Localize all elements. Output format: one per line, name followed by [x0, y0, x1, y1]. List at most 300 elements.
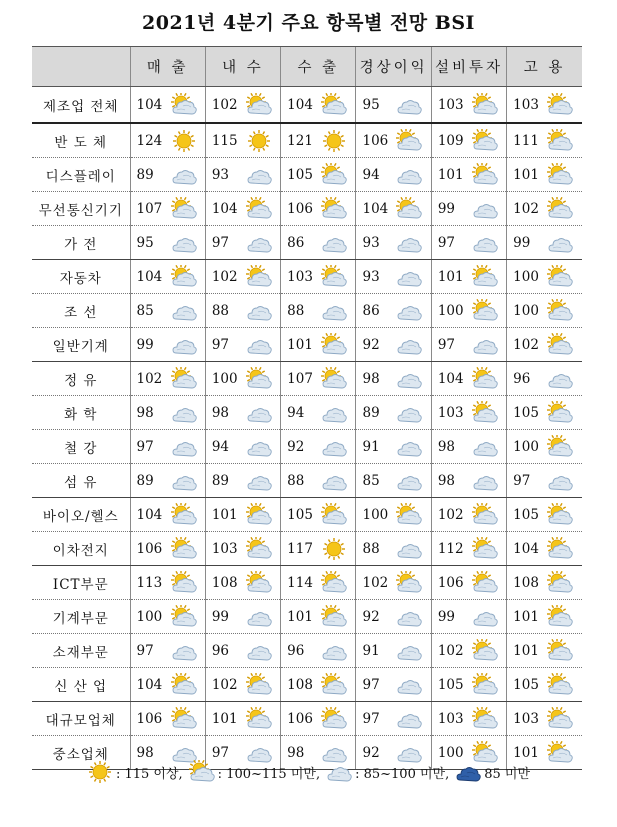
- bsi-value: 97: [211, 336, 230, 353]
- bsi-value: 102: [211, 268, 238, 285]
- metric-cell: [356, 260, 431, 294]
- row-label: 정 유: [32, 362, 130, 396]
- bsi-value: 98: [437, 438, 455, 455]
- bsi-value: 96: [211, 642, 230, 659]
- metric-cell: [281, 158, 356, 192]
- row-label: 일반기계: [32, 328, 130, 362]
- bsi-value: 102: [437, 642, 464, 659]
- cloud-icon: [472, 197, 498, 221]
- row-label: 반 도 체: [32, 123, 130, 158]
- bsi-value: 105: [513, 506, 539, 523]
- cloudy-sun-icon: [396, 503, 422, 527]
- cloud-icon: [396, 435, 422, 459]
- bsi-value: 101: [287, 336, 313, 353]
- metric-cell: [205, 362, 280, 396]
- metric-cell: [431, 702, 506, 736]
- metric-cell: [507, 158, 582, 192]
- bsi-value: 105: [513, 676, 539, 693]
- metric-cell: [507, 668, 582, 702]
- table-row: [32, 668, 582, 702]
- bsi-value: 103: [437, 710, 464, 727]
- cloudy-sun-icon: [246, 265, 272, 289]
- bsi-value: 111: [513, 132, 539, 149]
- cloud-icon: [396, 469, 422, 493]
- metric-cell: [356, 192, 431, 226]
- bsi-value: 104: [136, 676, 163, 693]
- metric-cell: [431, 498, 506, 532]
- metric-cell: [431, 430, 506, 464]
- bsi-value: 97: [211, 744, 230, 761]
- metric-cell: [507, 634, 582, 668]
- table-row: [32, 87, 582, 124]
- cloud-icon: [246, 605, 272, 629]
- metric-cell: [356, 396, 431, 430]
- cloudy-sun-icon: [246, 707, 272, 731]
- metric-cell: [431, 362, 506, 396]
- bsi-value: 101: [513, 166, 539, 183]
- bsi-value: 97: [136, 642, 154, 659]
- legend-item: [87, 760, 183, 784]
- cloudy-sun-icon: [171, 265, 197, 289]
- bsi-value: 88: [211, 302, 230, 319]
- cloudy-sun-icon: [321, 605, 347, 629]
- cloud-icon: [246, 435, 272, 459]
- table-row: [32, 158, 582, 192]
- bsi-value: 97: [513, 472, 531, 489]
- cloud-icon: [171, 639, 197, 663]
- bsi-value: 106: [136, 710, 163, 727]
- legend-text: 85 미만: [484, 766, 531, 782]
- metric-cell: [281, 464, 356, 498]
- cloud-icon: [246, 401, 272, 425]
- metric-cell: [130, 498, 205, 532]
- bsi-value: 112: [437, 540, 464, 557]
- bsi-value: 105: [437, 676, 464, 693]
- metric-cell: [281, 702, 356, 736]
- cloudy-sun-icon: [547, 503, 573, 527]
- cloudy-sun-icon: [321, 93, 347, 117]
- bsi-value: 96: [287, 642, 305, 659]
- cloud-icon: [171, 163, 197, 187]
- metric-cell: [205, 328, 280, 362]
- cloud-icon: [321, 435, 347, 459]
- cloud-icon: [321, 401, 347, 425]
- cloudy-sun-icon: [321, 333, 347, 357]
- bsi-value: 114: [287, 574, 313, 591]
- bsi-value: 103: [437, 404, 464, 421]
- bsi-value: 104: [513, 540, 539, 557]
- bsi-value: 103: [287, 268, 313, 285]
- bsi-value: 106: [287, 710, 313, 727]
- cloudy-sun-icon: [321, 673, 347, 697]
- row-label: 바이오/헬스: [32, 498, 130, 532]
- sun-icon: [87, 760, 113, 784]
- legend-text: : 85~100 미만,: [355, 766, 450, 782]
- cloudy-sun-icon: [547, 707, 573, 731]
- bsi-value: 98: [136, 404, 154, 421]
- cloudy-sun-icon: [321, 197, 347, 221]
- metric-cell: [356, 294, 431, 328]
- cloudy-sun-icon: [547, 639, 573, 663]
- metric-cell: [431, 464, 506, 498]
- bsi-value: 103: [513, 710, 539, 727]
- cloud-icon: [246, 231, 272, 255]
- row-label: 자동차: [32, 260, 130, 294]
- bsi-value: 99: [513, 234, 531, 251]
- metric-cell: [205, 532, 280, 566]
- header-sales: 매 출: [130, 47, 205, 87]
- cloudy-sun-icon: [547, 163, 573, 187]
- metric-cell: [507, 464, 582, 498]
- bsi-value: 91: [362, 642, 380, 659]
- metric-cell: [431, 158, 506, 192]
- legend-text: : 100~115 미만,: [217, 766, 321, 782]
- legend-item: [189, 760, 320, 784]
- bsi-value: 115: [211, 132, 238, 149]
- legend-text: : 115 이상,: [115, 766, 183, 782]
- metric-cell: [356, 87, 431, 124]
- cloudy-sun-icon: [246, 673, 272, 697]
- bsi-value: 98: [287, 744, 305, 761]
- cloud-icon: [171, 469, 197, 493]
- table-row: [32, 123, 582, 158]
- metric-cell: [507, 294, 582, 328]
- metric-cell: [507, 192, 582, 226]
- bsi-value: 101: [211, 506, 238, 523]
- bsi-value: 88: [287, 302, 305, 319]
- bsi-value: 102: [211, 676, 238, 693]
- table-row: [32, 702, 582, 736]
- metric-cell: [130, 600, 205, 634]
- bsi-value: 86: [362, 302, 380, 319]
- metric-cell: [507, 226, 582, 260]
- cloudy-sun-icon: [246, 503, 272, 527]
- bsi-value: 108: [513, 574, 539, 591]
- cloudy-sun-icon: [321, 265, 347, 289]
- bsi-value: 89: [136, 166, 154, 183]
- metric-cell: [507, 260, 582, 294]
- metric-cell: [130, 87, 205, 124]
- metric-cell: [205, 192, 280, 226]
- metric-cell: [431, 260, 506, 294]
- bsi-value: 102: [437, 506, 464, 523]
- metric-cell: [356, 123, 431, 158]
- cloudy-sun-icon: [171, 571, 197, 595]
- metric-cell: [431, 294, 506, 328]
- metric-cell: [205, 158, 280, 192]
- cloudy-sun-icon: [171, 367, 197, 391]
- bsi-value: 88: [362, 540, 380, 557]
- metric-cell: [507, 123, 582, 158]
- bsi-value: 99: [136, 336, 154, 353]
- metric-cell: [205, 226, 280, 260]
- cloud-icon: [321, 231, 347, 255]
- cloudy-sun-icon: [472, 503, 498, 527]
- cloud-icon: [472, 435, 498, 459]
- cloudy-sun-icon: [396, 129, 422, 153]
- bsi-value: 97: [362, 676, 380, 693]
- table-row: [32, 498, 582, 532]
- metric-cell: [130, 294, 205, 328]
- bsi-value: 94: [362, 166, 380, 183]
- cloudy-sun-icon: [321, 707, 347, 731]
- metric-cell: [205, 668, 280, 702]
- bsi-value: 100: [513, 268, 539, 285]
- table-row: [32, 396, 582, 430]
- bsi-value: 107: [287, 370, 313, 387]
- cloudy-sun-icon: [547, 129, 573, 153]
- table-row: [32, 294, 582, 328]
- metric-cell: [431, 532, 506, 566]
- row-label: 중소업체: [32, 736, 130, 770]
- cloudy-sun-icon: [246, 537, 272, 561]
- bsi-value: 105: [513, 404, 539, 421]
- cloudy-sun-icon: [472, 571, 498, 595]
- cloud-icon: [246, 299, 272, 323]
- cloudy-sun-icon: [246, 367, 272, 391]
- table-body: [32, 87, 582, 770]
- metric-cell: [281, 123, 356, 158]
- row-label: 대규모업체: [32, 702, 130, 736]
- cloudy-sun-icon: [547, 265, 573, 289]
- bsi-value: 108: [211, 574, 238, 591]
- bsi-value: 96: [513, 370, 531, 387]
- header-profit: 경상이익: [356, 47, 431, 87]
- table-header: [32, 47, 582, 87]
- bsi-value: 101: [513, 642, 539, 659]
- table-row: [32, 430, 582, 464]
- metric-cell: [205, 396, 280, 430]
- bsi-value: 92: [362, 744, 380, 761]
- metric-cell: [205, 430, 280, 464]
- cloud-icon: [472, 231, 498, 255]
- cloud-icon: [396, 673, 422, 697]
- row-label: 신 산 업: [32, 668, 130, 702]
- bsi-value: 94: [211, 438, 230, 455]
- header-employment: 고 용: [507, 47, 582, 87]
- metric-cell: [130, 702, 205, 736]
- cloud-icon: [246, 469, 272, 493]
- bsi-value: 109: [437, 132, 464, 149]
- bsi-value: 104: [136, 96, 163, 113]
- cloud-icon: [171, 231, 197, 255]
- cloudy-sun-icon: [321, 571, 347, 595]
- metric-cell: [130, 192, 205, 226]
- cloud-icon: [396, 537, 422, 561]
- cloudy-sun-icon: [547, 333, 573, 357]
- bsi-value: 105: [287, 166, 313, 183]
- bsi-value: 97: [362, 710, 380, 727]
- bsi-table: [32, 46, 582, 770]
- bsi-value: 85: [362, 472, 380, 489]
- dark-cloud-icon: [455, 760, 481, 784]
- metric-cell: [356, 362, 431, 396]
- cloud-icon: [246, 333, 272, 357]
- bsi-value: 97: [211, 234, 230, 251]
- bsi-value: 97: [437, 234, 455, 251]
- table-row: [32, 634, 582, 668]
- cloud-icon: [396, 639, 422, 663]
- cloudy-sun-icon: [472, 707, 498, 731]
- sun-icon: [321, 537, 347, 561]
- cloud-icon: [396, 231, 422, 255]
- bsi-value: 106: [362, 132, 389, 149]
- bsi-value: 99: [437, 608, 455, 625]
- metric-cell: [507, 430, 582, 464]
- bsi-value: 104: [362, 200, 389, 217]
- bsi-value: 102: [513, 200, 539, 217]
- bsi-value: 101: [287, 608, 313, 625]
- cloudy-sun-icon: [547, 299, 573, 323]
- bsi-value: 85: [136, 302, 154, 319]
- bsi-value: 89: [211, 472, 230, 489]
- metric-cell: [281, 634, 356, 668]
- metric-cell: [205, 600, 280, 634]
- row-label: 기계부문: [32, 600, 130, 634]
- cloudy-sun-icon: [472, 265, 498, 289]
- cloud-icon: [321, 299, 347, 323]
- cloud-icon: [547, 367, 573, 391]
- bsi-value: 95: [136, 234, 154, 251]
- cloud-icon: [472, 605, 498, 629]
- cloudy-sun-icon: [472, 129, 498, 153]
- sun-icon: [321, 129, 347, 153]
- metric-cell: [431, 668, 506, 702]
- cloudy-sun-icon: [171, 707, 197, 731]
- metric-cell: [130, 634, 205, 668]
- bsi-value: 103: [437, 96, 464, 113]
- cloud-icon: [171, 435, 197, 459]
- metric-cell: [356, 498, 431, 532]
- bsi-value: 100: [211, 370, 238, 387]
- cloud-icon: [396, 367, 422, 391]
- metric-cell: [130, 123, 205, 158]
- bsi-value: 97: [136, 438, 154, 455]
- cloud-icon: [396, 299, 422, 323]
- cloud-icon: [396, 163, 422, 187]
- metric-cell: [281, 430, 356, 464]
- bsi-value: 98: [437, 472, 455, 489]
- metric-cell: [507, 498, 582, 532]
- bsi-value: 104: [136, 506, 163, 523]
- cloud-icon: [547, 469, 573, 493]
- metric-cell: [431, 634, 506, 668]
- bsi-value: 102: [513, 336, 539, 353]
- metric-cell: [281, 566, 356, 600]
- bsi-value: 93: [211, 166, 230, 183]
- cloud-icon: [472, 469, 498, 493]
- bsi-value: 104: [287, 96, 313, 113]
- row-label: 화 학: [32, 396, 130, 430]
- cloudy-sun-icon: [472, 93, 498, 117]
- metric-cell: [431, 600, 506, 634]
- metric-cell: [356, 430, 431, 464]
- bsi-value: 104: [136, 268, 163, 285]
- bsi-value: 104: [211, 200, 238, 217]
- bsi-value: 99: [437, 200, 455, 217]
- cloudy-sun-icon: [472, 163, 498, 187]
- table-row: [32, 566, 582, 600]
- cloud-icon: [171, 299, 197, 323]
- metric-cell: [205, 260, 280, 294]
- cloudy-sun-icon: [547, 435, 573, 459]
- header-corner: [32, 47, 130, 87]
- metric-cell: [281, 498, 356, 532]
- metric-cell: [205, 123, 280, 158]
- metric-cell: [205, 87, 280, 124]
- cloud-icon: [246, 163, 272, 187]
- metric-cell: [281, 532, 356, 566]
- sun-icon: [171, 129, 197, 153]
- cloud-icon: [396, 707, 422, 731]
- metric-cell: [507, 702, 582, 736]
- metric-cell: [507, 600, 582, 634]
- row-label: 가 전: [32, 226, 130, 260]
- metric-cell: [281, 87, 356, 124]
- cloudy-sun-icon: [472, 299, 498, 323]
- cloudy-sun-icon: [171, 673, 197, 697]
- metric-cell: [356, 566, 431, 600]
- metric-cell: [507, 532, 582, 566]
- bsi-value: 97: [437, 336, 455, 353]
- bsi-value: 102: [362, 574, 389, 591]
- metric-cell: [281, 260, 356, 294]
- metric-cell: [130, 668, 205, 702]
- bsi-value: 93: [362, 234, 380, 251]
- metric-cell: [356, 464, 431, 498]
- metric-cell: [281, 328, 356, 362]
- cloudy-sun-icon: [547, 673, 573, 697]
- cloudy-sun-icon: [171, 197, 197, 221]
- metric-cell: [205, 464, 280, 498]
- metric-cell: [130, 158, 205, 192]
- metric-cell: [431, 87, 506, 124]
- bsi-value: 101: [211, 710, 238, 727]
- metric-cell: [130, 260, 205, 294]
- page-title: 2021년 4분기 주요 항목별 전망 BSI: [142, 12, 475, 34]
- bsi-value: 89: [136, 472, 154, 489]
- bsi-value: 100: [362, 506, 389, 523]
- metric-cell: [281, 362, 356, 396]
- cloudy-sun-icon: [547, 197, 573, 221]
- metric-cell: [281, 600, 356, 634]
- metric-cell: [356, 702, 431, 736]
- row-label: 철 강: [32, 430, 130, 464]
- cloud-icon: [396, 93, 422, 117]
- bsi-value: 95: [362, 96, 380, 113]
- cloud-icon: [321, 639, 347, 663]
- metric-cell: [431, 396, 506, 430]
- metric-cell: [356, 600, 431, 634]
- bsi-value: 101: [437, 166, 464, 183]
- table-row: [32, 600, 582, 634]
- metric-cell: [205, 634, 280, 668]
- bsi-value: 106: [136, 540, 163, 557]
- row-label: 소재부문: [32, 634, 130, 668]
- table-row: [32, 464, 582, 498]
- table-row: [32, 260, 582, 294]
- cloudy-sun-icon: [189, 760, 215, 784]
- cloudy-sun-icon: [472, 367, 498, 391]
- cloud-icon: [396, 333, 422, 357]
- metric-cell: [130, 430, 205, 464]
- bsi-value: 91: [362, 438, 380, 455]
- bsi-value: 98: [362, 370, 380, 387]
- table-row: [32, 532, 582, 566]
- bsi-value: 93: [362, 268, 380, 285]
- cloud-icon: [547, 231, 573, 255]
- bsi-value: 103: [513, 96, 539, 113]
